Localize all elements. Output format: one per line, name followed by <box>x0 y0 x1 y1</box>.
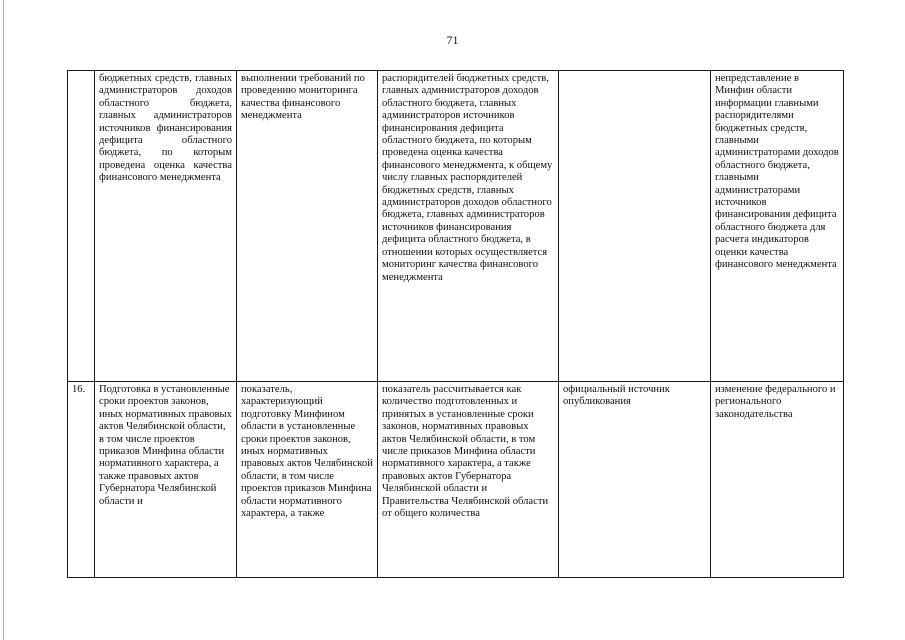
indicator-description-cell: показатель, характеризующий подготовку Минфином области в установленные сроки проектов законов, иных нормативных правовых актов Челябинской области, в том числе проектов приказов Минфина области нормативного характера, а также <box>237 382 378 578</box>
data-source-cell <box>559 71 711 382</box>
influencing-factors-cell: непредставление в Минфин области информации главными распорядителями бюджетных средств, главными администраторами доходов областного бюджета, главными администраторами источников финансирования дефицита областного бюджета для расчета индикаторов оценки качества финансового менеджмента <box>711 71 844 382</box>
indicator-name-cell: бюджетных средств, главных администраторов доходов областного бюджета, главных администраторов источников финансирования дефицита областного бюджета, по которым проведена оценка качества финансового менеджмента <box>95 71 237 382</box>
data-source-cell: официальный источник опубликования <box>559 382 711 578</box>
calculation-method-cell: распорядителей бюджетных средств, главных администраторов доходов областного бюджета, главных администраторов источников финансирования дефицита областного бюджета, по которым проведена оценка качества финансового менеджмента, к общему числу главных распорядителей бюджетных средств, главных администраторов доходов областного бюджета, главных администраторов источников финансирования дефицита областного бюджета, в отношении которых осуществляется мониторинг качества финансового менеджмента <box>378 71 559 382</box>
indicator-name-cell: Подготовка в установленные сроки проектов законов, иных нормативных правовых актов Челябинской области, в том числе проектов приказов Минфина области нормативного характера, а также правовых актов Губернатора Челябинской области и <box>95 382 237 578</box>
table-row <box>68 382 844 578</box>
row-number-cell <box>68 71 95 382</box>
page-number: 71 <box>446 33 459 47</box>
influencing-factors-cell: изменение федерального и регионального законодательства <box>711 382 844 578</box>
calculation-method-cell: показатель рассчитывается как количество подготовленных и принятых в установленные сроки законов, нормативных правовых актов Челябинской области, в том числе приказов Минфина области нормативного характера, а также правовых актов Губернатора Челябинской области и Правительства Челябинской области от общего количества <box>378 382 559 578</box>
indicator-description-cell: выполнении требований по проведению мониторинга качества финансового менеджмента <box>237 71 378 382</box>
page-left-edge <box>3 0 4 640</box>
row-number-cell: 16. <box>68 382 95 578</box>
table-row <box>68 71 844 382</box>
indicators-table <box>67 70 844 578</box>
